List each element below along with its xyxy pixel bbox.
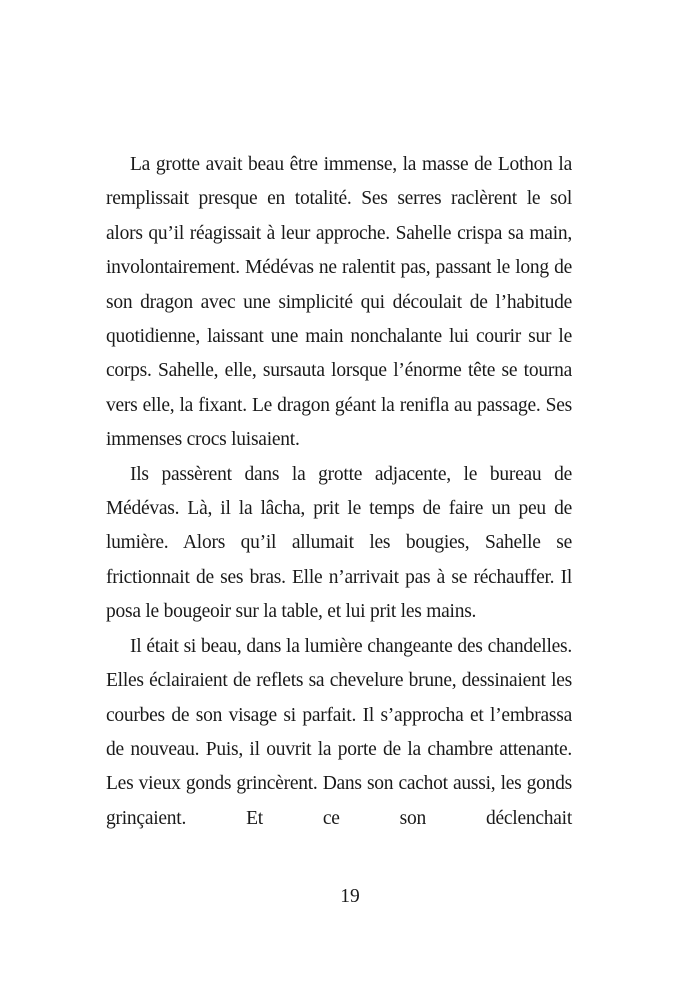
paragraph-3: Il était si beau, dans la lumière changeante des chandelles. Elles éclairaient de reflets sa chevelure brune, dessinaient les courbes de son visage si parfait. Il s’approcha et l’embrassa de nouveau. Puis, il ouvrit la porte de la chambre attenante. Les vieux gonds grincèrent. Dans son cachot aussi, les gonds grinçaient. Et ce son déclenchait	[106, 635, 572, 829]
page-number: 19	[340, 886, 360, 907]
paragraph-2: Ils passèrent dans la grotte adjacente, le bureau de Médévas. Là, il la lâcha, prit le temps de faire un peu de lumière. Alors qu’il allumait les bougies, Sahelle se frictionnait de ses bras. Elle n’arrivait pas à se réchauffer. Il posa le bougeoir sur la table, et lui prit les mains.	[106, 463, 572, 623]
body-text	[106, 148, 572, 836]
paragraph-1: La grotte avait beau être immense, la masse de Lothon la remplissait presque en totalité. Ses serres raclèrent le sol alors qu’il réagissait à leur approche. Sahelle crispa sa main, involontairement. Médévas ne ralentit pas, passant le long de son dragon avec une simplicité qui découlait de l’habitude quotidienne, laissant une main nonchalante lui courir sur le corps. Sahelle, elle, sursauta lorsque l’énorme tête se tourna vers elle, la fixant. Le dragon géant la renifla au passage. Ses immenses crocs luisaient.	[106, 154, 572, 451]
